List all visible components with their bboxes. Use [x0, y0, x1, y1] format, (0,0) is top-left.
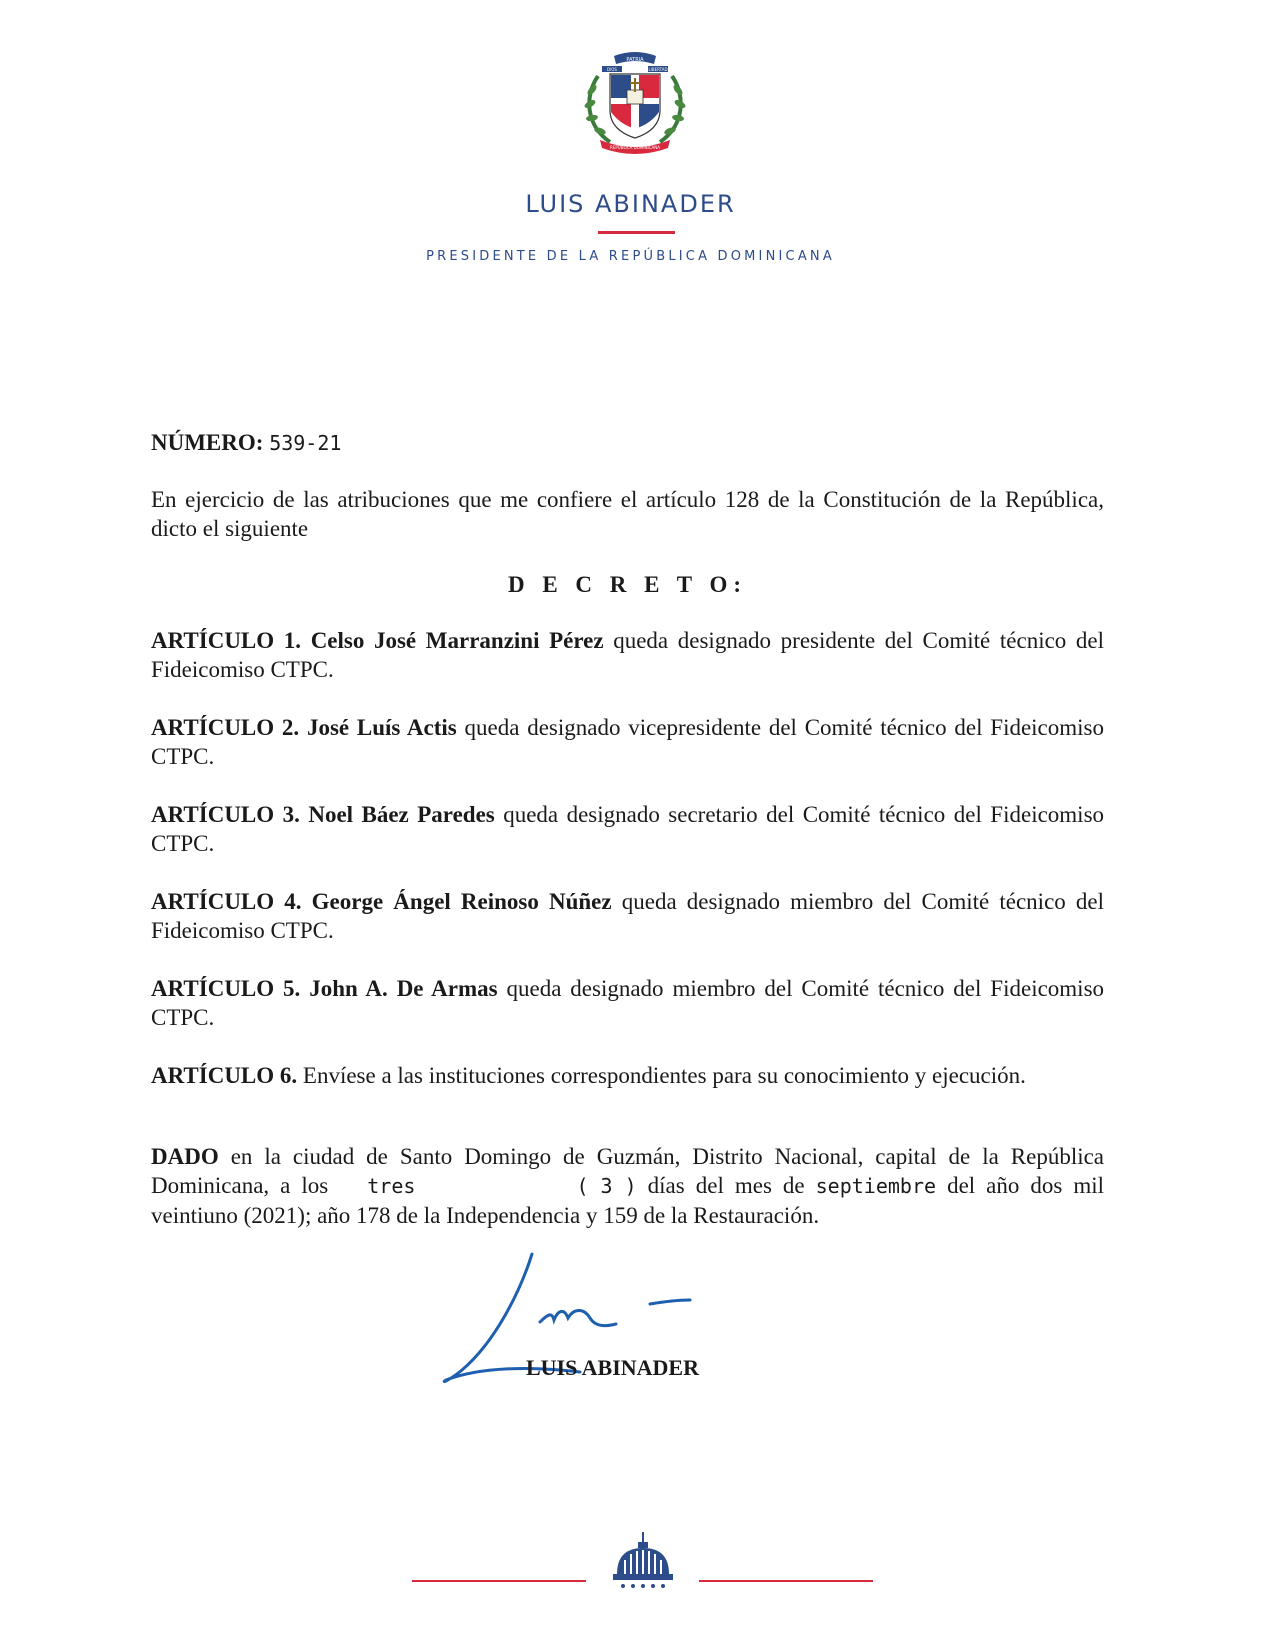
article-label: ARTÍCULO 3. [151, 802, 300, 827]
article-appointee: George Ángel Reinoso Núñez [311, 889, 612, 914]
number-value: 539-21 [269, 431, 342, 455]
decree-body [151, 428, 1104, 1230]
svg-text:PATRIA: PATRIA [626, 57, 644, 63]
decree-number [151, 428, 1104, 458]
article-text: Envíese a las instituciones correspondientes para su conocimiento y ejecución. [302, 1063, 1026, 1088]
dado-text-2: días del mes de [647, 1173, 805, 1198]
article-1 [151, 626, 1104, 684]
day-number: ( 3 ) [576, 1174, 637, 1198]
dado-label: DADO [151, 1144, 219, 1169]
dado-text-1: en la ciudad de Santo Domingo de Guzmán, Distrito Nacional, capital de la República Dominicana, a los [151, 1144, 1105, 1198]
article-2 [151, 713, 1104, 771]
article-text: queda designado vicepresidente del Comité técnico del Fideicomiso CTPC. [151, 715, 1104, 769]
article-appointee: John A. De Armas [309, 976, 498, 1001]
article-text: queda designado secretario del Comité técnico del Fideicomiso CTPC. [151, 802, 1105, 856]
article-6 [151, 1061, 1104, 1090]
coat-of-arms-icon [580, 46, 690, 158]
dome-icon [611, 1530, 675, 1592]
decreto-heading: D E C R E T O: [507, 572, 748, 597]
article-text: queda designado miembro del Comité técnico del Fideicomiso CTPC. [151, 889, 1105, 943]
article-appointee: José Luís Actis [306, 715, 457, 740]
dado-paragraph [151, 1142, 1104, 1230]
signatory-name: LUIS ABINADER [526, 1355, 699, 1380]
dado-text-3: del año dos mil veintiuno (2021); año 178 de la Independencia y 159 de la Restauración. [151, 1173, 1105, 1228]
svg-text:DIOS: DIOS [607, 67, 617, 72]
month-name: septiembre [815, 1174, 937, 1198]
letterhead-divider [598, 231, 675, 234]
article-appointee: Celso José Marranzini Pérez [310, 628, 604, 653]
article-appointee: Noel Báez Paredes [308, 802, 495, 827]
article-text: queda designado presidente del Comité técnico del Fideicomiso CTPC. [151, 628, 1105, 682]
article-3 [151, 800, 1104, 858]
article-5 [151, 974, 1104, 1032]
article-label: ARTÍCULO 1. [151, 628, 302, 653]
footer-rule-right [699, 1580, 873, 1582]
article-label: ARTÍCULO 4. [151, 889, 302, 914]
article-text: queda designado miembro del Comité técnico del Fideicomiso CTPC. [151, 976, 1105, 1030]
letterhead-name: LUIS ABINADER [525, 190, 736, 218]
svg-text:LIBERTAD: LIBERTAD [648, 67, 668, 72]
day-word: tres [367, 1174, 416, 1198]
intro-paragraph: En ejercicio de las atribuciones que me confiere el artículo 128 de la Constitución de la República, dicto el siguiente [151, 487, 1104, 541]
svg-text:REPÚBLICA DOMINICANA: REPÚBLICA DOMINICANA [610, 145, 660, 150]
article-label: ARTÍCULO 6. [151, 1063, 298, 1088]
number-label: NÚMERO: [151, 430, 264, 455]
article-4 [151, 887, 1104, 945]
article-label: ARTÍCULO 2. [151, 715, 300, 740]
letterhead-title: PRESIDENTE DE LA REPÚBLICA DOMINICANA [426, 249, 835, 264]
footer-rule-left [412, 1580, 586, 1582]
article-label: ARTÍCULO 5. [151, 976, 301, 1001]
